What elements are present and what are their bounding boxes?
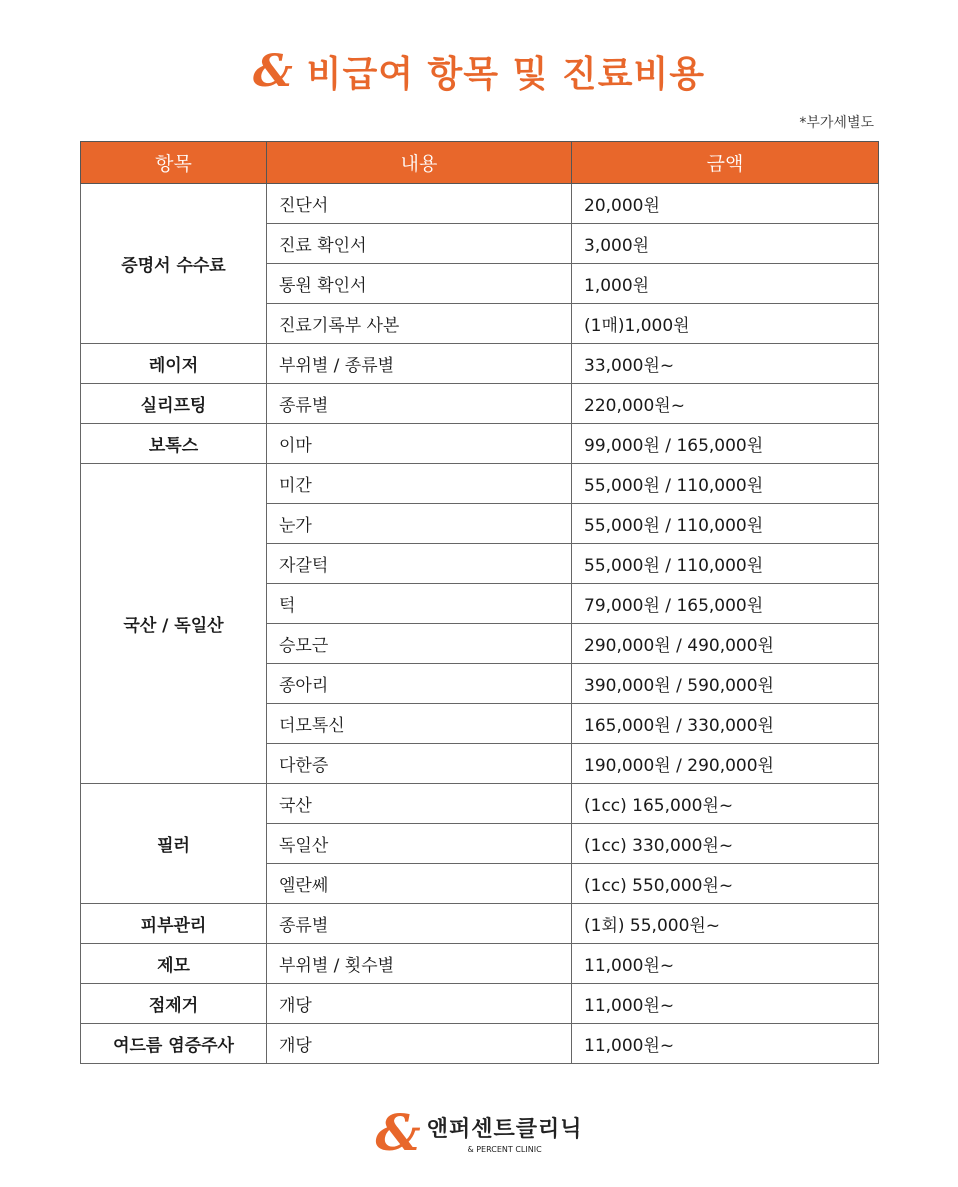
- table-row: [81, 784, 879, 824]
- table-row: [81, 904, 879, 944]
- price-cell: (1회) 55,000원~: [572, 904, 879, 944]
- table-row: [81, 184, 879, 224]
- category-cell: 보톡스: [81, 424, 267, 464]
- item-cell: 진단서: [267, 184, 572, 224]
- table-row: [81, 1024, 879, 1064]
- item-cell: 턱: [267, 584, 572, 624]
- category-cell: 점제거: [81, 984, 267, 1024]
- item-cell: 개당: [267, 1024, 572, 1064]
- category-cell: 여드름 염증주사: [81, 1024, 267, 1064]
- item-cell: 승모근: [267, 624, 572, 664]
- column-header-price: 금액: [572, 142, 879, 184]
- table-row: [81, 984, 879, 1024]
- price-cell: 20,000원: [572, 184, 879, 224]
- table-row: [81, 424, 879, 464]
- price-cell: 3,000원: [572, 224, 879, 264]
- page-title-text: 비급여 항목 및 진료비용: [306, 54, 706, 95]
- price-cell: 290,000원 / 490,000원: [572, 624, 879, 664]
- table-row: [81, 384, 879, 424]
- table-row: [81, 344, 879, 384]
- category-cell: 필러: [81, 784, 267, 904]
- item-cell: 종아리: [267, 664, 572, 704]
- column-header-category: 항목: [81, 142, 267, 184]
- price-cell: 33,000원~: [572, 344, 879, 384]
- price-cell: 1,000원: [572, 264, 879, 304]
- item-cell: 부위별 / 종류별: [267, 344, 572, 384]
- price-cell: 390,000원 / 590,000원: [572, 664, 879, 704]
- ampersand-logo-icon: &: [252, 45, 293, 97]
- price-cell: 55,000원 / 110,000원: [572, 504, 879, 544]
- price-cell: 55,000원 / 110,000원: [572, 544, 879, 584]
- item-cell: 독일산: [267, 824, 572, 864]
- vat-note: *부가세별도: [799, 115, 874, 131]
- page-title: [0, 46, 958, 97]
- item-cell: 다한증: [267, 744, 572, 784]
- item-cell: 엘란쎄: [267, 864, 572, 904]
- price-cell: 165,000원 / 330,000원: [572, 704, 879, 744]
- fee-table-body: [81, 184, 879, 1064]
- fee-table: [80, 141, 879, 1064]
- category-cell: 피부관리: [81, 904, 267, 944]
- item-cell: 종류별: [267, 384, 572, 424]
- item-cell: 눈가: [267, 504, 572, 544]
- table-header-row: [81, 142, 879, 184]
- price-cell: (1cc) 550,000원~: [572, 864, 879, 904]
- category-cell: 실리프팅: [81, 384, 267, 424]
- price-cell: 79,000원 / 165,000원: [572, 584, 879, 624]
- clinic-name-block: [427, 1112, 583, 1154]
- item-cell: 부위별 / 횟수별: [267, 944, 572, 984]
- item-cell: 개당: [267, 984, 572, 1024]
- item-cell: 진료 확인서: [267, 224, 572, 264]
- clinic-name-korean: 앤퍼센트클리닉: [426, 1117, 583, 1142]
- item-cell: 종류별: [267, 904, 572, 944]
- table-row: [81, 464, 879, 504]
- item-cell: 통원 확인서: [267, 264, 572, 304]
- price-cell: 220,000원~: [572, 384, 879, 424]
- price-cell: (1cc) 330,000원~: [572, 824, 879, 864]
- category-cell: 레이저: [81, 344, 267, 384]
- price-cell: 11,000원~: [572, 944, 879, 984]
- column-header-content: 내용: [267, 142, 572, 184]
- price-cell: (1cc) 165,000원~: [572, 784, 879, 824]
- table-row: [81, 944, 879, 984]
- price-cell: (1매)1,000원: [572, 304, 879, 344]
- clinic-logo-icon: &: [375, 1103, 421, 1162]
- item-cell: 진료기록부 사본: [267, 304, 572, 344]
- price-cell: 11,000원~: [572, 984, 879, 1024]
- price-cell: 11,000원~: [572, 1024, 879, 1064]
- price-cell: 55,000원 / 110,000원: [572, 464, 879, 504]
- category-cell: 증명서 수수료: [81, 184, 267, 344]
- item-cell: 자갈턱: [267, 544, 572, 584]
- item-cell: 미간: [267, 464, 572, 504]
- price-cell: 190,000원 / 290,000원: [572, 744, 879, 784]
- clinic-name-english: & PERCENT CLINIC: [467, 1145, 542, 1154]
- category-cell: 국산 / 독일산: [81, 464, 267, 784]
- item-cell: 더모톡신: [267, 704, 572, 744]
- item-cell: 이마: [267, 424, 572, 464]
- footer-logo: [0, 1103, 958, 1162]
- category-cell: 제모: [81, 944, 267, 984]
- price-cell: 99,000원 / 165,000원: [572, 424, 879, 464]
- item-cell: 국산: [267, 784, 572, 824]
